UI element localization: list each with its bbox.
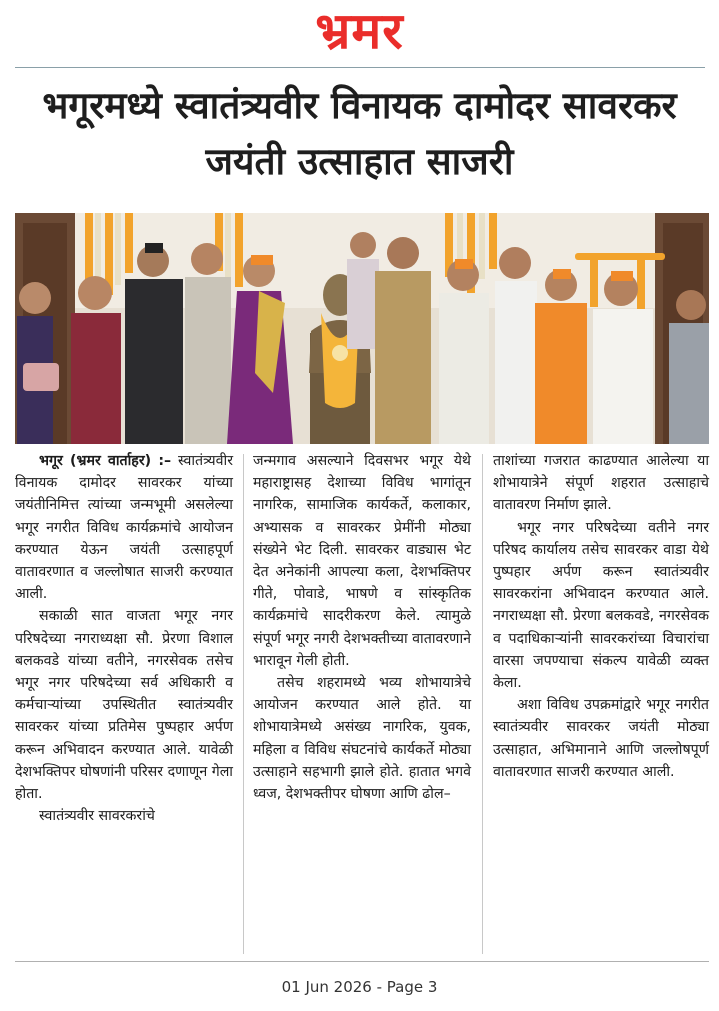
article-paragraph bbox=[15, 450, 233, 605]
article-paragraph: भगूर नगर परिषदेच्या वतीने नगर परिषद कार्यालय तसेच सावरकर वाडा येथे पुष्पहार अर्पण करून स्वातंत्र्यवीर सावरकरांना अभिवादन करण्यात आले. नगराध्यक्षा सौ. प्रेरणा बलकवडे, नगरसेवक व पदाधिकाऱ्यांनी सावरकरांच्या विचारांचा वारसा जपण्याचा संकल्प यावेळी व्यक्त केला. bbox=[493, 519, 709, 692]
article-paragraph: तसेच शहरामध्ये भव्य शोभायात्रेचे आयोजन करण्यात आले होते. या शोभायात्रेमध्ये असंख्य नागरिक, युवक, महिला व विविध संघटनांचे कार्यकर्ते मोठ्या उत्साहाने सहभागी झाले होते. हातात भगवे ध्वज, देशभक्तीपर घोषणा आणि ढोल– bbox=[253, 675, 471, 803]
article-column-3 bbox=[493, 450, 709, 783]
column-divider bbox=[482, 454, 483, 954]
group-photo-illustration bbox=[15, 213, 709, 444]
masthead-divider bbox=[15, 67, 705, 68]
article-body bbox=[15, 450, 709, 960]
article-paragraph: स्वातंत्र्यवीर सावरकरांचे bbox=[39, 808, 155, 825]
article-column-1 bbox=[15, 450, 233, 827]
article-photo bbox=[15, 213, 709, 444]
article-paragraph: अशा विविध उपक्रमांद्वारे भगूर नगरीत स्वातंत्र्यवीर सावरकर जयंती मोठ्या उत्साहात, अभिमानाने आणि जल्लोषपूर्ण वातावरणात साजरी करण्यात आली. bbox=[493, 697, 709, 780]
newspaper-logo: भ्रमर bbox=[315, 2, 404, 60]
article-paragraph: जन्मगाव असल्याने दिवसभर भगूर येथे महाराष्ट्रासह देशाच्या विविध भागांतून नागरिक, सामाजिक कार्यकर्ते, कलाकार, अभ्यासक व सावरकर प्रेमींनी मोठ्या संख्येने भेट दिली. सावरकर वाड्यास भेट देत अनेकांनी आपल्या कला, देशभक्तिपर गीते, पोवाडे, भाषणे व सांस्कृतिक कार्यक्रमांचे सादरीकरण केले. त्यामुळे संपूर्ण भगूर नगरी देशभक्तीच्या वातावरणाने भारावून गेली होती. bbox=[253, 453, 471, 669]
article-paragraph: ताशांच्या गजरात काढण्यात आलेल्या या शोभायात्रेने संपूर्ण शहरात उत्साहाचे वातावरण निर्माण झाले. bbox=[493, 453, 709, 514]
article-headline: भगूरमध्ये स्वातंत्र्यवीर विनायक दामोदर सावरकर जयंती उत्साहात साजरी bbox=[42, 84, 677, 183]
article-paragraph: सकाळी सात वाजता भगूर नगर परिषदेच्या नगराध्यक्षा सौ. प्रेरणा विशाल बलकवडे यांच्या वतीने, नगरसेवक तसेच भगूर नगर परिषदेच्या सर्व अधिकारी व कर्मचाऱ्यांच्या उपस्थितीत स्वातंत्र्यवीर सावरकर यांच्या प्रतिमेस पुष्पहार अर्पण करून अभिवादन करण्यात आले. यावेळी देशभक्तिपर घोषणांनी परिसर दणाणून गेला होता. bbox=[15, 608, 233, 803]
column-divider bbox=[243, 454, 244, 954]
article-column-2 bbox=[253, 450, 471, 805]
article-dateline: भगूर (भ्रमर वार्ताहर) :– bbox=[39, 453, 172, 469]
footer-divider bbox=[15, 961, 709, 962]
page-footer: 01 Jun 2026 - Page 3 bbox=[281, 978, 438, 996]
masthead bbox=[0, 0, 719, 62]
article-text: स्वातंत्र्यवीर विनायक दामोदर सावरकर यांच्या जयंतीनिमित्त त्यांच्या जन्मभूमी असलेल्या भगूर नगरीत विविध कार्यक्रमांचे आयोजन करण्यात येऊन जयंती उत्साहपूर्ण वातावरणात व जल्लोषात साजरी करण्यात आली. bbox=[15, 453, 233, 603]
